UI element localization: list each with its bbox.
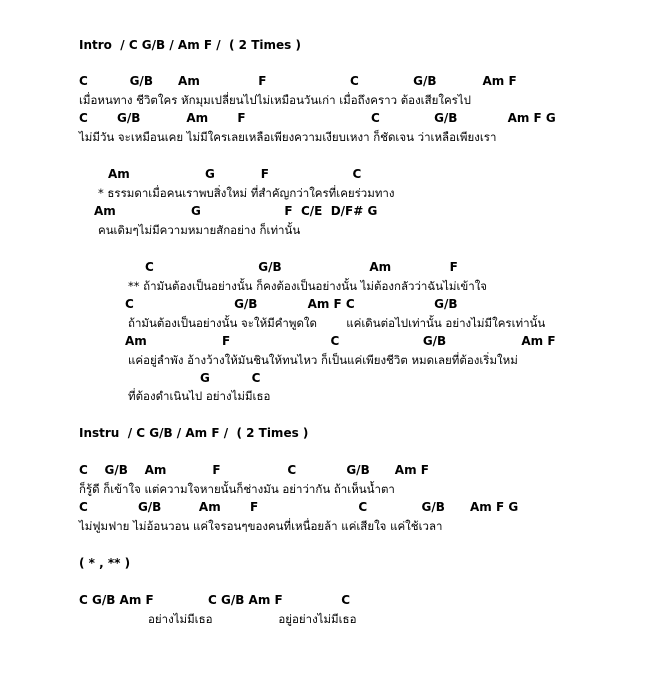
chord-line: C G/B Am F C G/B Am F <box>79 463 429 477</box>
chord-line: C G/B Am F <box>145 260 458 274</box>
lyric-line: ไม่ฟูมฟาย ไม่อ้อนวอน แค่ใจรอนๆของคนที่เหนื่อยล้า แค่เสียใจ แค่ใช้เวลา <box>79 519 443 533</box>
lyric-line: ก็รู้ดี ก็เข้าใจ แต่ความใจหายนั้นก็ช่างมัน อย่าว่ากัน ถ้าเห็นน้ำตา <box>79 482 395 496</box>
lyric-line: ไม่มีวัน จะเหมือนเคย ไม่มีใครเลยเหลือเพียงความเงียบเหงา ก็ชัดเจน ว่าเหลือเพียงเรา <box>79 130 497 144</box>
lyric-line: อย่างไม่มีเธอ อยู่อย่างไม่มีเธอ <box>148 612 357 626</box>
lyric-line: * ธรรมดาเมื่อคนเราพบสิ่งใหม่ ที่สำคัญกว่าใครที่เคยร่วมทาง <box>98 186 395 200</box>
chord-line: C G/B Am F C G/B Am F G <box>79 500 519 514</box>
lyric-line: ที่ต้องดำเนินไป อย่างไม่มีเธอ <box>128 389 271 403</box>
lyric-line: แค่อยู่ลำพัง อ้างว้างให้มันชินให้ทนไหว ก็เป็นแค่เพียงชีวิต หมดเลยที่ต้องเริ่มใหม่ <box>128 353 518 367</box>
lyric-line: ถ้ามันต้องเป็นอย่างนั้น จะให้มีคำพูดใด แค่เดินต่อไปเท่านั้น อย่างไม่มีใครเท่านั้น <box>128 316 546 330</box>
chord-line: Am F C G/B Am F <box>125 334 556 348</box>
instru-line: Instru / C G/B / Am F / ( 2 Times ) <box>79 426 309 440</box>
chord-line: Am G F C/E D/F# G <box>94 204 378 218</box>
chord-line: C G/B Am F C G/B Am F G <box>79 111 556 125</box>
lyric-line: เมื่อหนทาง ชีวิตใคร หักมุมเปลี่ยนไปไม่เหมือนวันเก่า เมื่อถึงคราว ต้องเสียใครไป <box>79 93 471 107</box>
chord-line: C G/B Am F C G/B Am F <box>79 74 517 88</box>
lyric-line: ** ถ้ามันต้องเป็นอย่างนั้น ก็คงต้องเป็นอย่างนั้น ไม่ต้องกลัวว่าฉันไม่เข้าใจ <box>128 279 488 293</box>
chord-line: Am G F C <box>108 167 362 181</box>
lyric-line: คนเดิมๆไม่มีความหมายสักอย่าง ก็เท่านั้น <box>98 223 301 237</box>
chord-line: C G/B Am F C G/B <box>125 297 458 311</box>
chord-line: C G/B Am F C G/B Am F C <box>79 593 351 607</box>
intro-line: Intro / C G/B / Am F / ( 2 Times ) <box>79 38 301 52</box>
repeat-line: ( * , ** ) <box>79 556 131 570</box>
chord-line: G C <box>200 371 261 385</box>
